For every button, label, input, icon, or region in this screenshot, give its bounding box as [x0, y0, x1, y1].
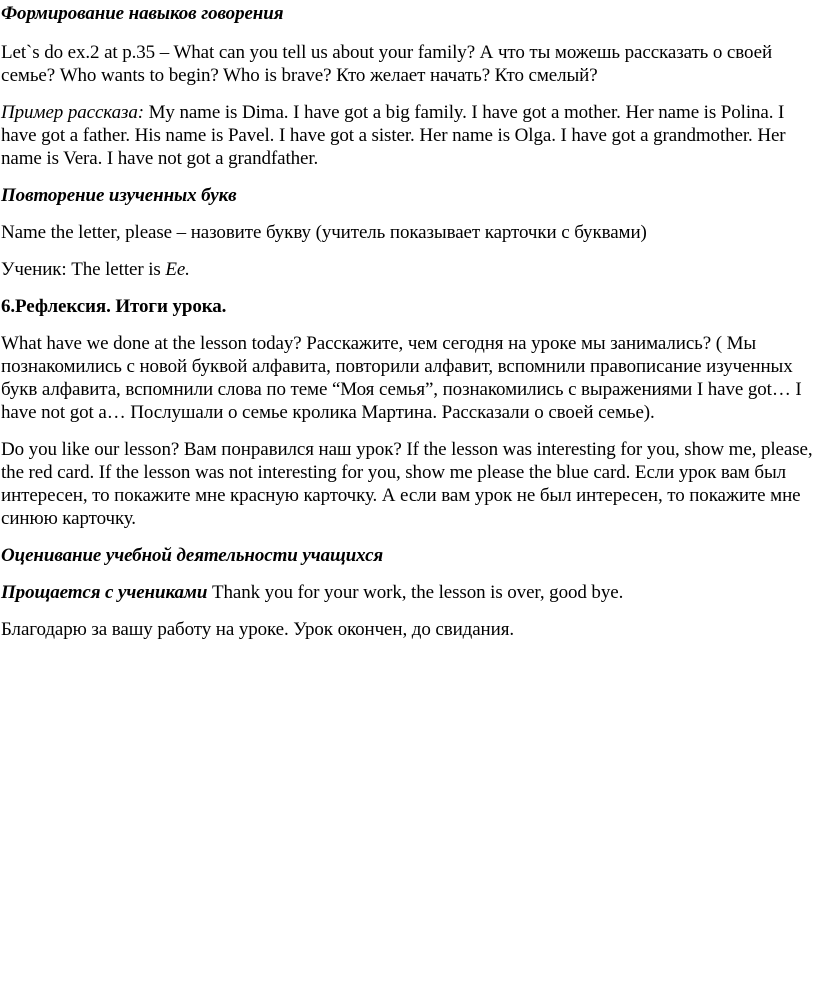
student-prefix: Ученик: The letter is: [1, 259, 166, 280]
paragraph-text: Благодарю за вашу работу на уроке. Урок окончен, до свидания.: [1, 619, 514, 640]
example-text: My name is Dima. I have got a big family. I have got a mother. Her name is Polina. I have got a father. His name is Pavel. I have got a sister. Her name is Olga. I have got a grandmother. Her name is Vera. I have not got a grandfather.: [1, 102, 786, 169]
heading-text: Оценивание учебной деятельности учащихся: [1, 545, 384, 566]
paragraph-text: Name the letter, please – назовите букву (учитель показывает карточки с буквами): [1, 222, 647, 243]
section-heading-reflection: [1, 295, 816, 318]
farewell-label: Прощается с учениками: [1, 582, 208, 603]
paragraph-lesson-today: [1, 332, 816, 424]
section-heading-speaking: [1, 2, 816, 25]
paragraph-farewell: [1, 581, 816, 604]
paragraph-name-letter: [1, 221, 816, 244]
heading-text: Формирование навыков говорения: [1, 3, 284, 24]
heading-text: 6.Рефлексия. Итоги урока.: [1, 296, 227, 317]
paragraph-example: [1, 101, 816, 170]
section-heading-assessment: [1, 544, 816, 567]
paragraph-text: Let`s do ex.2 at p.35 – What can you tell us about your family? А что ты можешь рассказать о своей семье? Who wants to begin? Who is brave? Кто желает начать? Кто смелый?: [1, 42, 773, 86]
student-letter: Ee.: [165, 259, 190, 280]
section-heading-review: [1, 184, 816, 207]
paragraph-text: What have we done at the lesson today? Расскажите, чем сегодня на уроке мы занимались? ( Мы познакомились с новой буквой алфавита, повторили алфавит, вспомнили правописание изученных букв алфавита, вспомнили слова по теме “Моя семья”, познакомились с выражениями I have got… I have not got a… Послушали о семье кролика Мартина. Рассказали о своей семье).: [1, 333, 802, 423]
example-label: Пример рассказа:: [1, 102, 144, 123]
paragraph-exercise: [1, 41, 816, 87]
heading-text: Повторение изученных букв: [1, 185, 237, 206]
farewell-text: Thank you for your work, the lesson is over, good bye.: [207, 582, 624, 603]
paragraph-thanks-ru: [1, 618, 816, 641]
paragraph-text: Do you like our lesson? Вам понравился наш урок? If the lesson was interesting for you, show me, please, the red card. If the lesson was not interesting for you, show me please the blue card. Если урок вам был интересен, то покажите мне красную карточку. А если вам урок не был интересен, то покажите мне синюю карточку.: [1, 439, 813, 529]
paragraph-student: [1, 258, 816, 281]
paragraph-like-lesson: [1, 438, 816, 530]
